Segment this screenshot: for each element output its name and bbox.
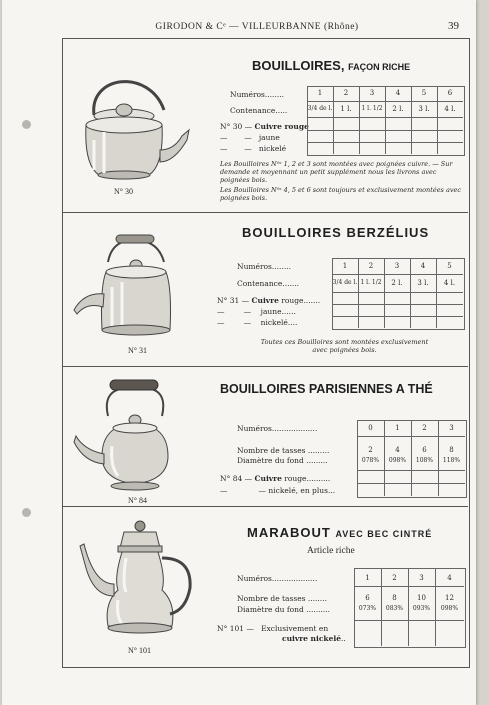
cell-numero: 4 [420, 262, 426, 270]
cell-diametre: 078% [361, 457, 380, 464]
cell-numero: 3 [394, 262, 400, 270]
binder-hole [22, 120, 31, 129]
cell-diametre: 093% [412, 605, 431, 612]
variant-label: — — nickelé [220, 144, 287, 153]
cell-diametre: 098% [440, 605, 459, 612]
grid-line [354, 620, 464, 621]
section-divider [62, 506, 468, 507]
section-divider [62, 366, 468, 367]
row-label-numeros: Numéros................... [237, 424, 318, 433]
row-label-numeros: Numéros........ [237, 262, 291, 271]
cell-contenance: 3/4 de l. [332, 279, 358, 286]
variant-label: — — nickelé.... [217, 318, 298, 327]
cell-contenance: 4 l. [444, 105, 456, 113]
figure-caption: N° 31 [128, 346, 147, 355]
section-title: MARABOUT AVEC BEC CINTRÉ [247, 525, 433, 540]
kettle-illustration [72, 376, 192, 494]
grid-line [332, 274, 463, 275]
row-label-numeros: Numéros................... [237, 574, 318, 583]
cell-numero: 2 [422, 424, 427, 432]
variant-label: N° 30 — Cuivre rouge [220, 122, 309, 131]
cell-numero: 5 [447, 262, 452, 270]
row-label-contenance: Contenance....... [237, 279, 300, 288]
grid-line [354, 586, 464, 587]
cell-contenance: 3 l. [417, 279, 429, 287]
cell-numero: 3 [419, 574, 424, 582]
cell-contenance: 1 l. 1/2 [361, 105, 383, 112]
footnote: Toutes ces Bouilloires sont montées exclusivement avec poignées bois. [260, 338, 429, 354]
cell-tasses: 12 [445, 594, 454, 602]
footnote: Les Bouilloires N⁰ˢ 4, 5 et 6 sont toujours et exclusivement montées avec poignées bois. [220, 186, 461, 202]
row-label-tasses: Nombre de tasses ......... [237, 446, 330, 455]
figure-caption: N° 84 [128, 496, 147, 505]
cell-tasses: 4 [395, 446, 400, 454]
cell-diametre: 108% [415, 457, 434, 464]
cell-diametre: 073% [358, 605, 377, 612]
cell-numero: 2 [392, 574, 397, 582]
page-number: 39 [448, 20, 459, 32]
section-title: BOUILLOIRES, FAÇON RICHE [252, 58, 411, 73]
cell-contenance: 1 l. [340, 105, 352, 113]
cell-numero: 4 [395, 89, 401, 97]
coffee-pot-illustration [74, 518, 199, 643]
variant-label: — — jaune [220, 133, 280, 142]
binder-hole [22, 508, 31, 517]
section-divider [62, 212, 468, 213]
cell-diametre: 083% [385, 605, 404, 612]
kettle-illustration [74, 70, 194, 185]
variant-label: cuivre nickelé.. [282, 634, 346, 643]
variant-label: N° 84 — Cuivre rouge.......... [220, 474, 331, 483]
cell-contenance: 2 l. [392, 105, 404, 113]
cell-tasses: 10 [417, 594, 426, 602]
section-title: BOUILLOIRES BERZÉLIUS [242, 225, 430, 240]
cell-contenance: 2 l. [391, 279, 403, 287]
footnote: Les Bouilloires N⁰ˢ 1, 2 et 3 sont montées avec poignées cuivre. — Sur demande et moyennant un petit supplément nous les livrons avec poignées bois. [220, 160, 453, 184]
cell-numero: 3 [369, 89, 375, 97]
cell-numero: 4 [447, 574, 452, 582]
cell-diametre: 098% [388, 457, 407, 464]
cell-tasses: 8 [449, 446, 454, 454]
cell-numero: 2 [368, 262, 374, 270]
cell-tasses: 6 [365, 594, 370, 602]
cell-diametre: 118% [442, 457, 461, 464]
row-label-diametre: Diamètre du fond .......... [237, 605, 331, 614]
running-head: GIRODON & Cᵉ — VILLEURBANNE (Rhône) [155, 22, 359, 32]
cell-numero: 2 [343, 89, 349, 97]
row-label-numeros: Numéros........ [230, 90, 284, 99]
cell-tasses: 2 [368, 446, 373, 454]
cell-contenance: 4 l. [443, 279, 456, 287]
cell-numero: 1 [365, 574, 370, 582]
variant-label: N° 31 — Cuivre rouge....... [217, 296, 321, 305]
cell-numero: 0 [368, 424, 373, 432]
row-label-tasses: Nombre de tasses ........ [237, 594, 327, 603]
row-label-diametre: Diamètre du fond ......... [237, 456, 328, 465]
grid-line [332, 304, 463, 305]
section-title: BOUILLOIRES PARISIENNES A THÉ [220, 382, 433, 396]
cell-tasses: 6 [422, 446, 427, 454]
cell-numero: 5 [421, 89, 427, 97]
cell-numero: 6 [447, 89, 453, 97]
cell-contenance: 3 l. [418, 105, 430, 113]
cell-numero: 1 [395, 424, 400, 432]
figure-caption: N° 101 [128, 646, 151, 655]
variant-label: — — jaune...... [217, 307, 296, 316]
row-label-contenance: Contenance..... [230, 106, 288, 115]
cell-numero: 3 [449, 424, 454, 432]
cell-contenance: 1 l. 1/2 [360, 279, 382, 286]
kettle-illustration [72, 232, 197, 344]
grid-line [332, 316, 463, 317]
variant-label: N° 101 — Exclusivement en [217, 624, 329, 633]
figure-caption: N° 30 [114, 187, 133, 196]
catalog-page [2, 0, 476, 705]
variant-label: — — nickelé, en plus... [220, 486, 336, 495]
section-subtitle: Article riche [307, 546, 355, 556]
cell-numero: 1 [317, 89, 323, 97]
grid-line [332, 292, 463, 293]
cell-contenance: 3/4 de l. [307, 105, 333, 112]
cell-numero: 1 [342, 262, 348, 270]
cell-tasses: 8 [392, 594, 397, 602]
